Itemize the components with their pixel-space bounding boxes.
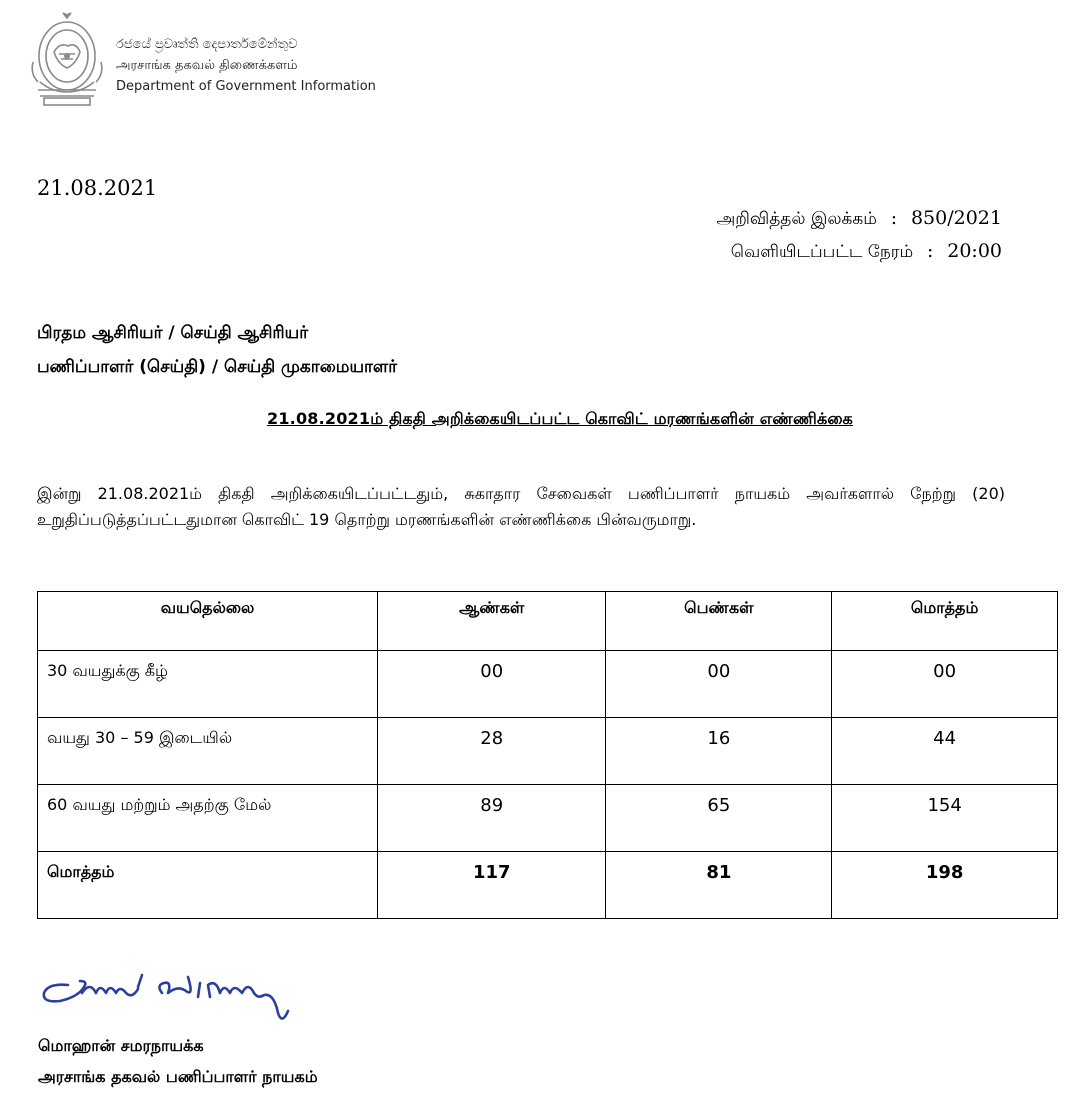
total-female-cell: 81 [606,852,832,919]
sri-lanka-emblem-icon [30,12,104,108]
header-total: மொத்தம் [832,592,1058,651]
table-row [38,718,1058,785]
recipient-line: பிரதம ஆசிரியர் / செய்தி ஆசிரியர் [37,323,309,343]
recipient-line: பணிப்பாளர் (செய்தி) / செய்தி முகாமையாளர் [37,357,398,377]
table-row [38,651,1058,718]
header-male: ஆண்கள் [378,592,606,651]
signer-name: மொஹான் சமரநாயக்க [38,1036,204,1055]
age-group-cell: 60 வயது மற்றும் அதற்கு மேல் [38,785,378,852]
separator: : [890,207,898,229]
male-count-cell: 00 [378,651,606,718]
header-female: பெண்கள் [606,592,832,651]
signer-title: அரசாங்க தகவல் பணிப்பாளர் நாயகம் [38,1067,318,1086]
male-count-cell: 28 [378,718,606,785]
total-label-cell: மொத்தம் [38,852,378,919]
notice-number-label: அறிவித்தல் இலக்கம் [716,209,877,229]
female-count-cell: 65 [606,785,832,852]
document-heading: 21.08.2021ம் திகதி அறிக்கையிடப்பட்ட கொவிட் மரணங்களின் எண்ணிக்கை [267,409,853,428]
separator: : [927,240,934,262]
total-male-cell: 117 [378,852,606,919]
table-header-row [38,592,1058,651]
grand-total-cell: 198 [832,852,1058,919]
age-group-cell: வயது 30 – 59 இடையில் [38,718,378,785]
document-date: 21.08.2021 [37,176,158,200]
letterhead-english: Department of Government Information [116,79,376,94]
female-count-cell: 00 [606,651,832,718]
female-count-cell: 16 [606,718,832,785]
total-count-cell: 00 [832,651,1058,718]
total-count-cell: 154 [832,785,1058,852]
release-time-label: வெளியிடப்பட்ட நேரம் [730,242,914,262]
signer-block [38,1030,318,1092]
release-time-value: 20:00 [947,240,1002,262]
reference-block [716,202,1002,268]
header-age-group: வயதெல்லை [38,592,378,651]
notice-number-value: 850/2021 [910,207,1002,229]
letterhead-sinhala: රජයේ ප්‍රවෘත්ති දෙපාර්තමේන්තුව [116,37,298,52]
table-total-row [38,852,1058,919]
release-time-row [716,235,1002,268]
letterhead-tamil: அரசாங்க தகவல் திணைக்களம் [116,58,298,73]
age-group-cell: 30 வயதுக்கு கீழ் [38,651,378,718]
body-paragraph: இன்று 21.08.2021ம் திகதி அறிக்கையிடப்பட்டதும், சுகாதார சேவைகள் பணிப்பாளர் நாயகம் அவர்களால் நேற்று (20) உறுதிப்படுத்தப்பட்டதுமான கொவிட் 19 தொற்று மரணங்களின் எண்ணிக்கை பின்வருமாறு. [37,484,1005,529]
handwritten-signature [38,963,323,1033]
male-count-cell: 89 [378,785,606,852]
letterhead [116,34,376,97]
total-count-cell: 44 [832,718,1058,785]
recipients [37,316,397,384]
table-row [38,785,1058,852]
deaths-table [37,591,1058,919]
notice-number-row [716,202,1002,235]
